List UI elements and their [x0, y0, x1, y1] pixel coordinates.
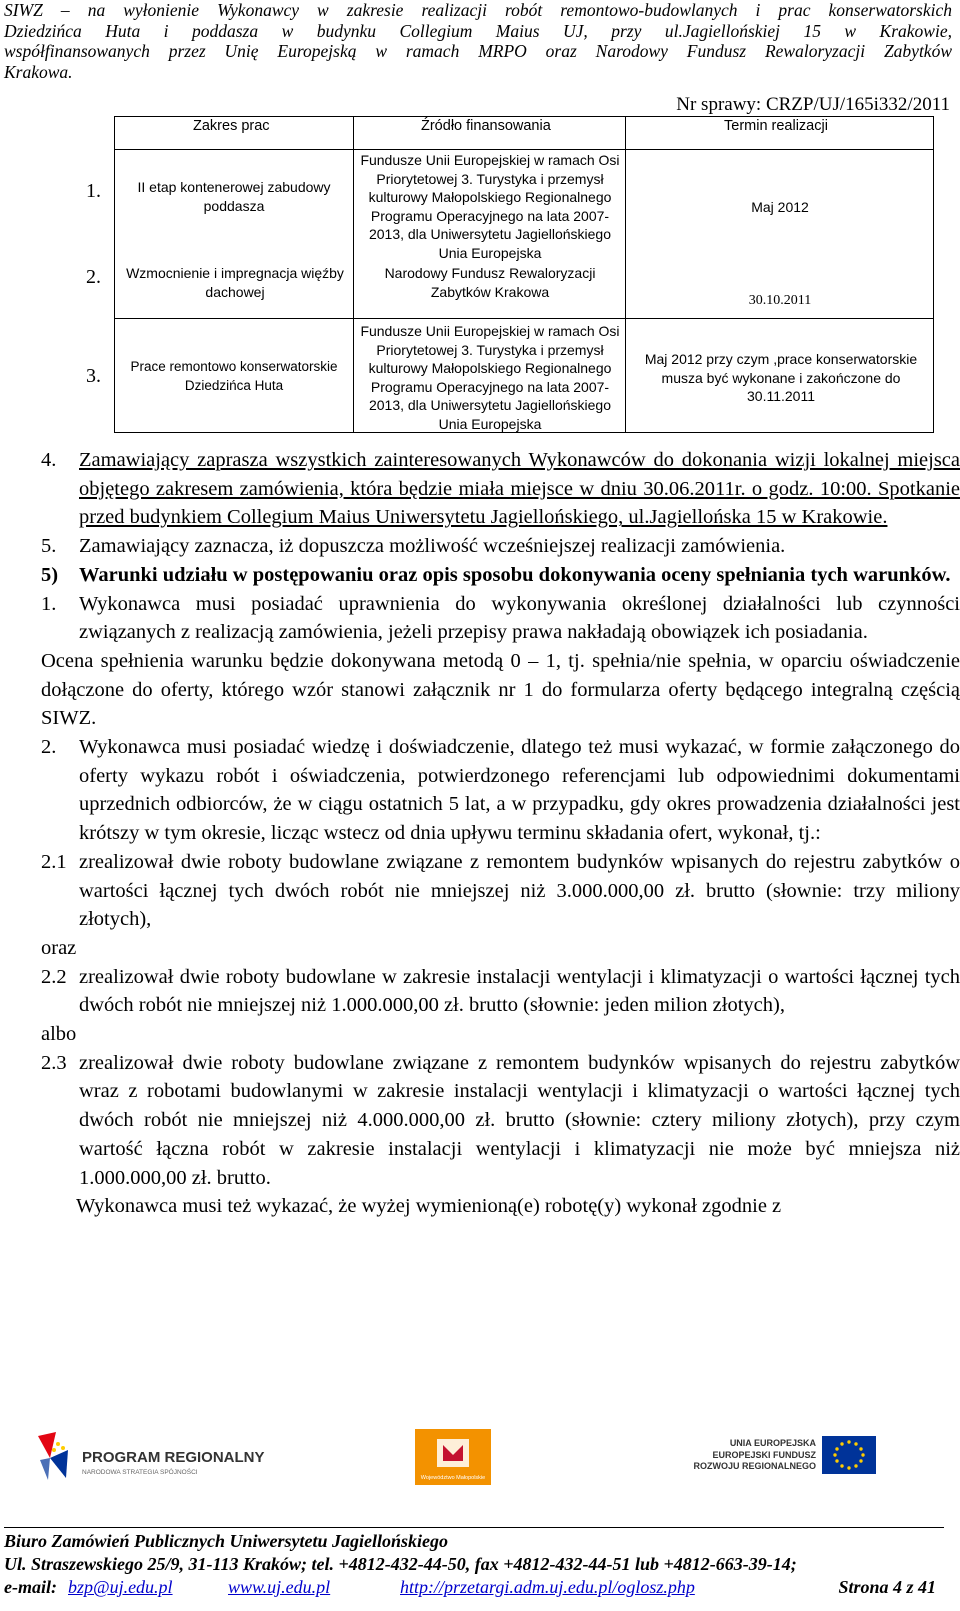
section-title: Warunki udziału w postępowaniu oraz opis sposobu dokonywania oceny spełniania tych warunków.	[79, 563, 951, 586]
closing-text: Wykonawca musi też wykazać, że wyżej wymienioną(e) robotę(y) wykonał zgodnie z	[76, 1195, 782, 1218]
header-line: Dziedzińca Huta i poddasza w budynku Collegium Maius UJ, przy ul.Jagiellońskiej 15 w Krakowie,	[4, 20, 952, 41]
condition-text: zrealizował dwie roboty budowlane związane z remontem budynków wpisanych do rejestru zabytków wraz z robotami budowlanymi w zakresie instalacji wentylacji i klimatyzacji o wartości łącznej tych dwóch robót nie mniejszej niż 4.000.000,00 zł. brutto (słownie: cztery miliony złotych), przy czym wartość łączna robót w zakresie instalacji wentylacji i klimatyzacji nie może być mniejsza niż 1.000.000,00 zł. brutto.	[79, 1051, 960, 1189]
www-link[interactable]: www.uj.edu.pl	[228, 1577, 331, 1597]
row-number: 3.	[86, 365, 101, 387]
program-regionalny-logo	[36, 1432, 276, 1484]
condition-1	[0, 590, 960, 647]
connector-word: oraz	[41, 936, 77, 959]
footer-office: Biuro Zamówień Publicznych Uniwersytetu Jagiellońskiego	[4, 1531, 449, 1551]
eu-logo	[693, 1434, 924, 1480]
condition-number: 2.2	[41, 965, 67, 988]
col-header-deadline: Termin realizacji	[724, 118, 828, 134]
email-label: e-mail:	[4, 1577, 57, 1597]
case-number: Nr sprawy: CRZP/UJ/165i332/2011	[676, 94, 950, 115]
logo-text: ROZWOJU REGIONALNEGO	[693, 1461, 816, 1471]
deadline: 30.10.2011	[748, 293, 812, 308]
assessment-text: Ocena spełnienia warunku będzie dokonywana metodą 0 – 1, tj. spełnia/nie spełnia, w oparciu oświadczenie dołączone do oferty, którego wzór stanowi załącznik nr 1 do formularza oferty będącego integralną częścią SIWZ.	[41, 649, 960, 730]
logo-text: PROGRAM REGIONALNY	[82, 1449, 265, 1466]
row-number: 1.	[86, 180, 101, 202]
logo-text: UNIA EUROPEJSKA	[729, 1438, 816, 1448]
email-link[interactable]: bzp@uj.edu.pl	[68, 1577, 173, 1597]
paragraph-text: Zamawiający zaznacza, iż dopuszcza możliwość wcześniejszej realizacji zamówienia.	[79, 535, 786, 558]
funding-nfrzk: Narodowy Fundusz Rewaloryzacji Zabytków Krakowa	[384, 265, 596, 300]
document-footer	[4, 1530, 952, 1599]
connector-word: albo	[41, 1023, 77, 1046]
condition-text: zrealizował dwie roboty budowlane w zakresie instalacji wentylacji i klimatyzacji o wartości łącznej tych dwóch robót nie mniejszej niż 1.000.000,00 zł. brutto (słownie: jeden milion złotych),	[79, 965, 960, 1017]
document-header	[4, 0, 952, 82]
works-table	[0, 144, 960, 444]
col-header-scope: Zakres prac	[193, 118, 270, 134]
condition-number: 1.	[41, 592, 57, 615]
deadline: Maj 2012 przy czym ,prace konserwatorskie musza być wykonane i zakończone do 30.11.2011	[644, 351, 918, 404]
condition-number: 2.	[41, 736, 57, 759]
row-scope: II etap kontenerowej zabudowy poddasza	[137, 179, 331, 214]
section-number: 5)	[41, 563, 59, 586]
page-number: Strona 4 z 41	[838, 1577, 936, 1597]
malopolska-logo	[415, 1429, 491, 1485]
condition-2-2	[0, 963, 960, 1020]
condition-number: 2.1	[41, 850, 67, 873]
funding-eu: Fundusze Unii Europejskiej w ramach Osi Priorytetowej 3. Turystyka i przemysł kulturowy Małopolskiego Regionalnego Programu Operacyjnego na lata 2007-2013, dla Uniwersytetu Jagiellońskiego Unia Europejska	[360, 152, 620, 261]
condition-text: Wykonawca musi posiadać uprawnienia do wykonywania określonej działalności lub czynności związanych z realizacją zamówienia, jeżeli przepisy prawa nakładają obowiązek ich posiadania.	[79, 592, 960, 644]
col-header-funding: Źródło finansowania	[421, 118, 551, 134]
funding-eu: Fundusze Unii Europejskiej w ramach Osi Priorytetowej 3. Turystyka i przemysł kulturowy Małopolskiego Regionalnego Programu Operacyjnego na lata 2007-2013, dla Uniwersytetu Jagiellońskiego Unia Europejska	[360, 323, 620, 432]
document-body	[0, 446, 960, 1221]
condition-text: Wykonawca musi posiadać wiedzę i doświadczenie, dlatego też musi wykazać, w formie załączonego do oferty wykazu robót i oświadczenia, potwierdzonego referencjami lub odpowiednimi dokumentami uprzednich odbiorców, że w ciągu ostatnich 5 lat, a w przypadku, gdy okres prowadzenia działalności jest krótszy w tym okresie, licząc wstecz od dnia upływu terminu składania ofert, wykonał, tj.:	[79, 736, 960, 845]
row-number: 2.	[86, 266, 101, 288]
site-visit-text: Zamawiający zaprasza wszystkich zainteresowanych Wykonawców do dokonania wizji lokalnej miejsca objętego zakresem zamówienia, która będzie miała miejsce w dniu 30.06.2011r. o godz. 10:00. Spotkanie przed budynkiem Collegium Maius Uniwersytetu Jagiellońskiego, ul.Jagiellońska 15 w Krakowie.	[79, 449, 960, 529]
header-line: SIWZ – na wyłonienie Wykonawcy w zakresie realizacji robót remontowo-budowlanych i prac konserwatorskich	[4, 0, 952, 20]
footer-address: Ul. Straszewskiego 25/9, 31-113 Kraków; tel. +4812-432-44-50, fax +4812-432-44-51 lub +4812-663-39-14;	[4, 1554, 797, 1574]
tenders-link[interactable]: http://przetargi.adm.uj.edu.pl/oglosz.php	[400, 1577, 695, 1597]
paragraph-number: 5.	[41, 535, 57, 558]
condition-2-1	[0, 848, 960, 934]
section-heading	[0, 561, 960, 590]
deadline: Maj 2012	[751, 199, 809, 215]
logo-text: Województwo Małopolskie	[420, 1475, 486, 1481]
condition-2	[0, 733, 960, 848]
header-line: Krakowa.	[4, 61, 73, 82]
logo-subtext: NARODOWA STRATEGIA SPÓJNOŚCI	[82, 1469, 198, 1476]
condition-2-3	[0, 1049, 960, 1193]
paragraph-number: 4.	[41, 449, 57, 471]
row-scope: Wzmocnienie i impregnacja więźby dachowej	[126, 265, 344, 300]
row-scope: Prace remontowo konserwatorskie Dziedzińca Huta	[130, 359, 338, 393]
condition-number: 2.3	[41, 1051, 67, 1074]
funding-logos	[0, 1428, 960, 1508]
condition-text: zrealizował dwie roboty budowlane związane z remontem budynków wpisanych do rejestru zabytków o wartości łącznej tych dwóch robót nie mniejszej niż 3.000.000,00 zł. brutto (słownie: trzy miliony złotych),	[79, 850, 960, 931]
paragraph-5	[0, 532, 960, 561]
logo-text: EUROPEJSKI FUNDUSZ	[712, 1450, 816, 1460]
header-line: współfinansowanych przez Unię Europejską w ramach MRPO oraz Narodowy Fundusz Rewaloryzacji Zabytków	[4, 41, 952, 61]
paragraph-4	[0, 446, 960, 532]
